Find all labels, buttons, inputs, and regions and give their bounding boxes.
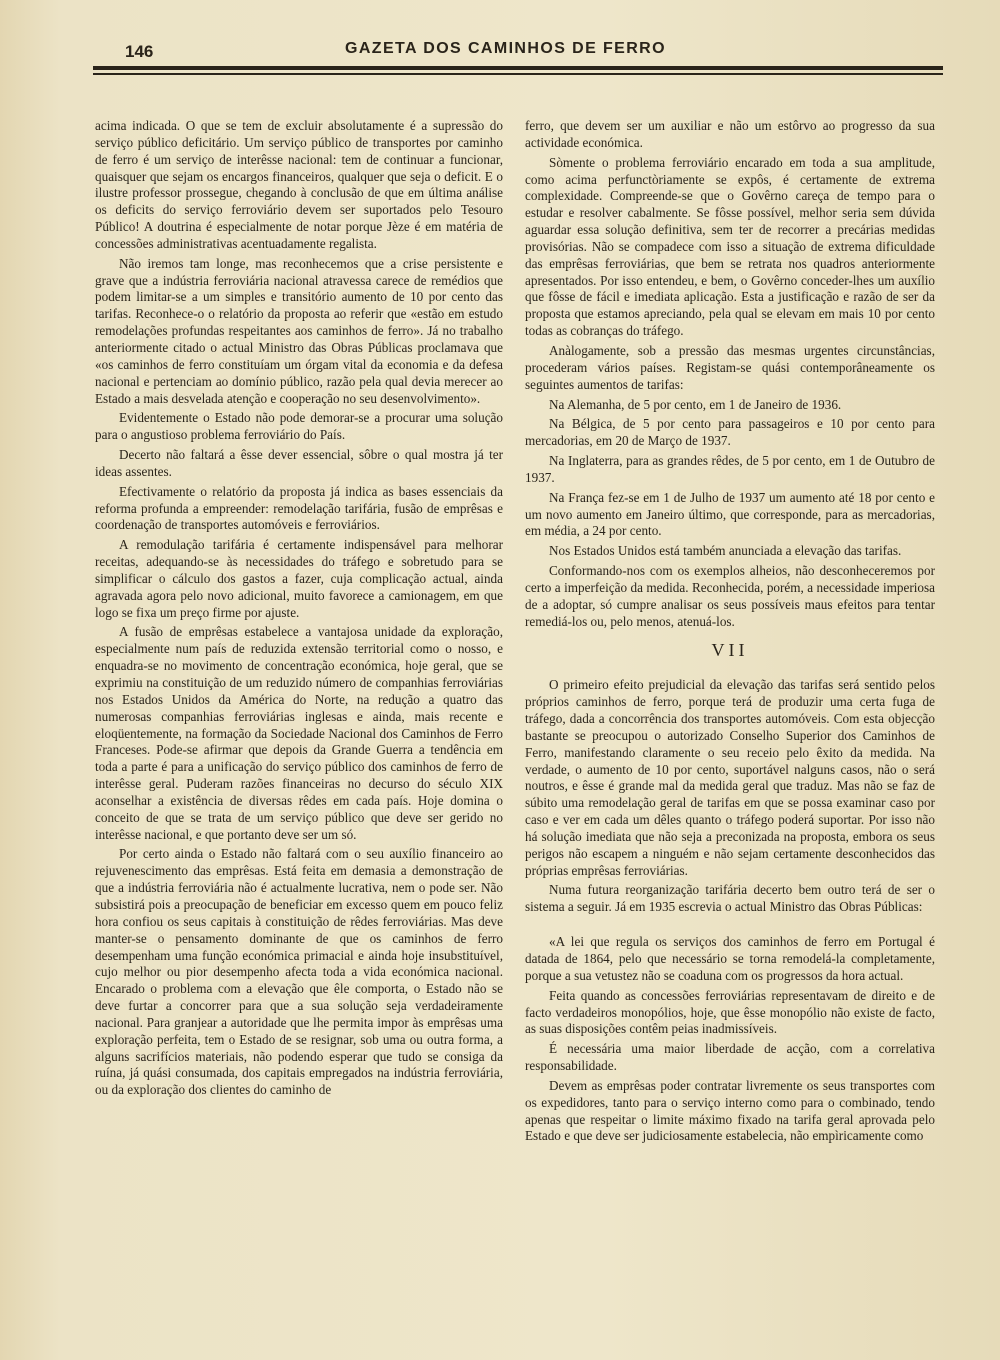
paragraph: Sòmente o problema ferroviário encarado em toda a sua amplitude, como acima perfunctòriamente se expôs, é certamente de extrema complexidade. Compreende-se que o Govêrno careça de tempo para o estudar e resolver cabalmente. Se fôsse possível, melhor seria sem dúvida aguardar essa solução definitiva, sem ter de recorrer a precárias medidas provisórias. Não se compadece com isso a situação de extrema dificuldade das emprêsas ferroviárias, que bem se retrata nos quadros anteriormente apresentados. Por isso entendeu, e bem, o Govêrno conceder-lhes um auxílio que fôsse de fácil e imediata aplicação. Esta a justificação e razão de ser da proposta que estamos apreciando, pela qual se elevam em mais 10 por cento todas as cobranças do tráfego.: [525, 154, 935, 339]
list-item: Nos Estados Unidos está também anunciada a elevação das tarifas.: [549, 543, 902, 559]
page-header: [95, 36, 940, 66]
list-item: Na Bélgica, de 5 por cento para passageiros e 10 por cento para mercadorias, em 20 de Março de 1937.: [525, 416, 935, 449]
paragraph: A remodulação tarifária é certamente indispensável para melhorar receitas, adequando-se às necessidades do tráfego e sobretudo para se simplificar o cálculo dos gastos a fazer, cuja complicação actual, ainda agravada agora pelo novo adicional, muito favorece a camionagem, em que logo se fixa um preço firme por ajuste.: [95, 537, 503, 620]
paragraph: Numa futura reorganização tarifária decerto bem outro terá de ser o sistema a seguir. Já em 1935 escrevia o actual Ministro das Obras Públicas:: [525, 882, 935, 915]
quote-paragraph: É necessária uma maior liberdade de acção, com a correlativa responsabilidade.: [525, 1041, 935, 1074]
right-column: [525, 118, 935, 1148]
section-heading: VII: [711, 640, 749, 661]
quote-paragraph: Devem as emprêsas poder contratar livremente os seus transportes com os expedidores, tanto para o serviço interno como para o combinado, tendo apenas que respeitar o limite máximo fixado na tarifa geral aprovada pelo Estado e que deve ser judiciosamente estabelecia, não empìricamente como: [525, 1077, 935, 1144]
quote-paragraph: Feita quando as concessões ferroviárias representavam de direito e de facto verdadeiros monopólios, hoje, que êsse monopólio não existe de facto, as suas disposições contêm peias inadmissíveis.: [525, 987, 935, 1037]
list-item: Na Inglaterra, para as grandes rêdes, de 5 por cento, em 1 de Outubro de 1937.: [525, 453, 935, 485]
list-item: Na França fez-se em 1 de Julho de 1937 um aumento até 18 por cento e um novo aumento em Janeiro último, que corresponde, para as mercadorias, em média, a 24 por cento.: [525, 489, 935, 539]
paragraph: Evidentemente o Estado não pode demorar-se a procurar uma solução para o angustioso problema ferroviário do País.: [95, 410, 503, 443]
paragraph: ferro, que devem ser um auxiliar e não um estôrvo ao progresso da sua actividade económica.: [525, 118, 935, 150]
paragraph: Não iremos tam longe, mas reconhecemos que a crise persistente e grave que a indústria ferroviária nacional atravessa carece de remédios que podem limitar-se a um simples e transitório aumento de 10 por cento das tarifas. Reconhece-o o relatório da proposta ao referir que «estão em estudo remodelações profundas respeitantes aos caminhos de ferro». Já no trabalho anteriormente citado o actual Ministro das Obras Públicas proclamava que «os caminhos de ferro constituíam um órgam vital da economia e da defesa nacional e pertenciam ao domínio público, razão pela qual devia merecer ao Estado a mais desvelada atenção e cooperação no seu desenvolvimento».: [95, 255, 503, 406]
header-rule-thin: [93, 73, 943, 75]
paragraph: acima indicada. O que se tem de excluir absolutamente é a supressão do serviço público deficitário. Um serviço público de transportes por caminho de ferro é um serviço de interêsse nacional: tem de continuar a funcionar, quaisquer que sejam os encargos financeiros, qualquer que seja o deficit. E o ilustre professor prossegue, chegando à conclusão de que em última análise os deficits do serviço ferroviário devem ser suportados pelo Tesouro Público! A doutrina é especialmente de notar porque Jèze é em matéria de concessões administrativas acentuadamente regalista.: [95, 118, 503, 251]
page-number: 146: [125, 42, 154, 61]
running-title: GAZETA DOS CAMINHOS DE FERRO: [345, 40, 666, 57]
left-column: [95, 118, 503, 1102]
list-item: Na Alemanha, de 5 por cento, em 1 de Janeiro de 1936.: [549, 396, 842, 412]
paragraph: Efectivamente o relatório da proposta já indica as bases essenciais da reforma profunda a empreender: remodelação tarifária, fusão de emprêsas e coordenação de transportes automóveis e ferroviários.: [95, 483, 503, 533]
header-rule-thick: [93, 66, 943, 70]
paragraph: A fusão de emprêsas estabelece a vantajosa unidade da exploração, especialmente num país de reduzida extensão territorial como o nosso, e enquadra-se no movimento de concentração económica, hoje geral, que se exprimiu na constituição de um reduzido número de companhias ferroviárias nos Estados Unidos da América do Norte, na redução a quatro das numerosas companhias ferroviárias inglesas e ainda, mais recente e eloqüentemente, na formação da Sociedade Nacional dos Caminhos de Ferro Franceses. Pode-se afirmar que depois da Grande Guerra a tendência em toda a parte é para a unificação do serviço público dos caminhos de ferro de interêsse geral. Puderam razões financeiras no decurso do século XIX aconselhar a existência de diversas rêdes em cada país. Hoje domina o conceito de que se trata de um serviço público que deve ser gerido no interêsse nacional, e que portanto deve ser um só.: [95, 624, 503, 842]
paragraph: Decerto não faltará a êsse dever essencial, sôbre o qual mostra já ter ideas assentes.: [95, 447, 503, 479]
paragraph: Por certo ainda o Estado não faltará com o seu auxílio financeiro ao rejuvenescimento das emprêsas. Está feita em demasia a demonstração de que a indústria ferroviária não é actualmente lucrativa, nem o pode ser. Não subsistirá pois a preocupação de beneficiar em excesso quem em pouco feliz hora confiou os seus capitais à constituição de rêdes ferroviárias. Mas deve manter-se o pensamento dominante de que os caminhos de ferro desempenham uma função económica primacial e ainda hoje insubstituível, cujo melhor ou pior desempenho afecta toda a vida económica nacional. Encarado o problema com a elevação que êle comporta, o Estado não se deve furtar a concorrer para que a sua solução seja verdadeiramente nacional. Para granjear a autoridade que lhe permita impor às emprêsas uma exploração perfeita, tem o Estado de se resignar, sob uma ou outra forma, a alguns sacrifícios materiais, não podendo esperar que tudo se consiga da ruína, já quási consumada, dos capitais empregados na indústria ferroviária, ou da exploração dos clientes do caminho de: [95, 846, 503, 1098]
block-quote: [525, 934, 935, 1145]
paragraph: Anàlogamente, sob a pressão das mesmas urgentes circunstâncias, procederam vários países. Registam-se quási contemporâneamente os seguintes aumentos de tarifas:: [525, 342, 935, 392]
paragraph: O primeiro efeito prejudicial da elevação das tarifas será sentido pelos próprios caminhos de ferro, porque terá de produzir uma certa fuga de tráfego, dada a concorrência dos transportes automóveis. Com esta objecção bastante se preocupou o autorizado Conselho Superior dos Caminhos de Ferro, manifestando claramente o seu receio pelo êxito da medida. Na verdade, o aumento de 10 por cento, suportável nalguns casos, não o será noutros, e êsse é grande mal da medida geral que traduz. Mas não se faz de súbito uma remodelação geral de tarifas em que se possa examinar caso por caso e ver em cada um dêles quanto o tráfego poderá suportar. Por isso não há solução imediata que não seja a preconizada na proposta, embora os seus perigos não escapem a ninguém e não sejam certamente desconhecidos das próprias emprêsas ferroviárias.: [525, 677, 935, 878]
paragraph: Conformando-nos com os exemplos alheios, não desconheceremos por certo a imperfeição da medida. Reconhecida, porém, a necessidade imperiosa de a adoptar, só cumpre analisar os seus possíveis maus efeitos para tentar remediá-los ou, pelo menos, atenuá-los.: [525, 563, 935, 629]
quote-paragraph: «A lei que regula os serviços dos caminhos de ferro em Portugal é datada de 1864, pelo que necessário se torna remodelá-la completamente, porque a sua vetustez não se coaduna com os progressos da hora actual.: [525, 934, 935, 983]
